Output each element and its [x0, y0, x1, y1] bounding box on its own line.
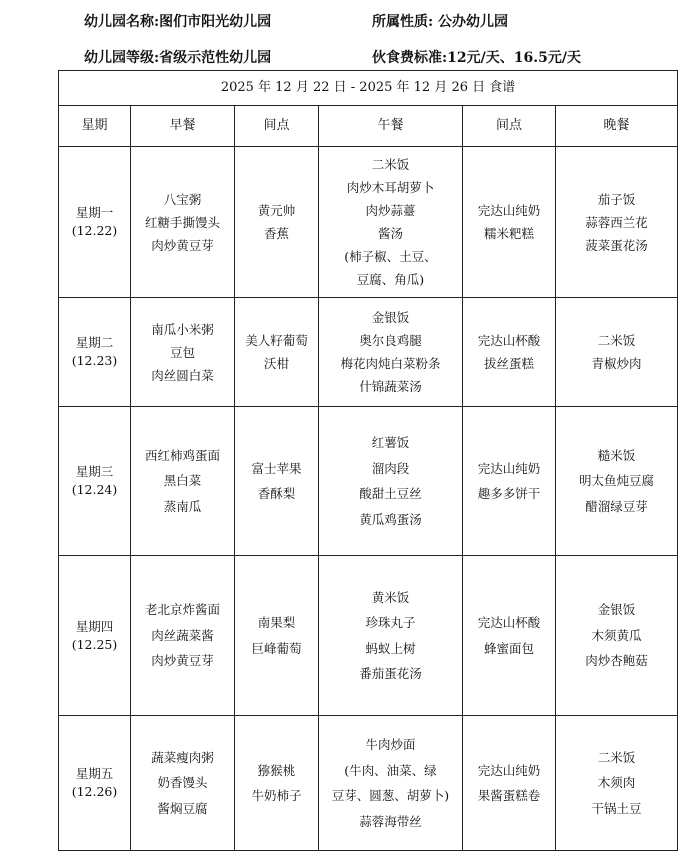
menu-item: 完达山纯奶: [477, 460, 541, 476]
weekday-date: (12.23): [71, 353, 118, 368]
breakfast-cell: [131, 556, 235, 716]
kindergarten-level: [84, 47, 271, 67]
menu-item: 木须肉: [597, 775, 636, 791]
weekday-date: (12.22): [71, 223, 118, 238]
menu-item: 奶香馒头: [157, 775, 208, 791]
menu-item: 二米饭: [371, 157, 410, 172]
dinner-cell: [556, 147, 678, 298]
menu-item: 拔丝蛋糕: [483, 356, 534, 371]
menu-item: 肉炒黄豆芽: [151, 237, 214, 253]
morning-snack-cell: [235, 556, 319, 716]
menu-item: 黑白菜: [163, 473, 202, 489]
menu-item: 豆芽、圆葱、胡萝卜): [331, 788, 450, 803]
menu-item: 肉炒杏鲍菇: [585, 653, 648, 669]
menu-item: 红薯饭: [371, 435, 410, 450]
menu-item: 肉炒黄豆芽: [151, 653, 214, 669]
afternoon-snack-cell: [463, 147, 556, 298]
menu-item: 富士苹果: [251, 460, 302, 476]
menu-item: (柿子椒、土豆、: [344, 249, 437, 264]
afternoon-snack-cell: [463, 716, 556, 851]
menu-item: 金银饭: [597, 602, 636, 618]
menu-item: 巨峰葡萄: [251, 640, 302, 656]
lunch-cell: [319, 556, 463, 716]
weekday-name: 星期四: [75, 618, 114, 634]
menu-item: 豆腐、角瓜): [356, 272, 425, 287]
menu-item: 梅花肉炖白菜粉条: [340, 356, 441, 371]
menu-item: 干锅土豆: [591, 800, 642, 816]
afternoon-snack-cell: [463, 298, 556, 407]
menu-item: 肉丝圆白菜: [151, 367, 214, 383]
menu-title: 2025 年 12 月 22 日 - 2025 年 12 月 26 日 食谱: [59, 71, 678, 106]
table-row-thursday: [59, 556, 678, 716]
dinner-cell: [556, 298, 678, 407]
morning-snack-cell: [235, 716, 319, 851]
menu-item: 蚂蚁上树: [365, 640, 416, 656]
morning-snack-cell: [235, 298, 319, 407]
column-header-afternoon-snack: 间点: [463, 106, 556, 147]
menu-item: 肉炒蒜薹: [365, 203, 416, 218]
kindergarten-level-value: 省级示范性幼儿园: [159, 50, 272, 66]
afternoon-snack-cell: [463, 556, 556, 716]
menu-item: 八宝粥: [163, 191, 202, 207]
column-header-lunch: 午餐: [319, 106, 463, 147]
menu-item: 香蕉: [263, 226, 289, 241]
menu-item: 南瓜小米粥: [151, 321, 214, 337]
table-row-wednesday: [59, 407, 678, 556]
column-header-breakfast: 早餐: [131, 106, 235, 147]
menu-item: 酱汤: [377, 226, 403, 241]
menu-item: 肉炒木耳胡萝卜: [346, 180, 435, 195]
column-header-weekday: 星期: [59, 106, 131, 147]
breakfast-cell: [131, 298, 235, 407]
menu-item: 老北京炸酱面: [144, 602, 220, 618]
menu-item: 完达山杯酸: [477, 615, 541, 630]
menu-item: 奥尔良鸡腿: [359, 333, 422, 348]
kindergarten-type-label: 所属性质:: [372, 14, 434, 30]
menu-item: 黄元帅: [257, 203, 296, 218]
menu-item: 牛肉炒面: [365, 737, 416, 752]
weekday-cell: [59, 716, 131, 851]
menu-item: 沃柑: [263, 356, 289, 371]
menu-item: 豆包: [169, 344, 195, 360]
dinner-cell: [556, 556, 678, 716]
breakfast-cell: [131, 407, 235, 556]
menu-item: 酱焖豆腐: [157, 800, 208, 816]
menu-item: 猕猴桃: [257, 762, 296, 778]
menu-item: 红糖手撕馒头: [144, 214, 220, 230]
menu-item: 蜂蜜面包: [483, 640, 534, 656]
kindergarten-type-value: 公办幼儿园: [438, 14, 509, 30]
kindergarten-name-label: 幼儿园名称:: [84, 14, 160, 30]
menu-item: 二米饭: [597, 333, 636, 348]
morning-snack-cell: [235, 147, 319, 298]
menu-item: 果酱蛋糕卷: [477, 788, 541, 803]
weekday-cell: [59, 556, 131, 716]
column-header-dinner: 晚餐: [556, 106, 678, 147]
menu-item: 南果梨: [257, 615, 296, 630]
menu-item: 二米饭: [597, 749, 636, 765]
menu-item: 什锦蔬菜汤: [359, 379, 422, 394]
kindergarten-name-value: 图们市阳光幼儿园: [159, 14, 272, 30]
menu-item: 完达山纯奶: [477, 203, 541, 218]
menu-item: 黄瓜鸡蛋汤: [359, 511, 422, 527]
lunch-cell: [319, 407, 463, 556]
weekday-cell: [59, 147, 131, 298]
menu-item: 蒜蓉西兰花: [585, 214, 648, 230]
lunch-cell: [319, 716, 463, 851]
menu-item: 蒜蓉海带丝: [359, 813, 422, 829]
menu-item: 木须黄瓜: [591, 627, 642, 643]
menu-item: 香酥梨: [257, 486, 296, 501]
weekday-name: 星期三: [75, 464, 114, 479]
menu-item: 酸甜土豆丝: [359, 486, 422, 501]
menu-item: 糯米粑糕: [483, 226, 534, 241]
kindergarten-name: [84, 11, 271, 31]
menu-item: 蔬菜瘦肉粥: [151, 749, 214, 765]
meal-fee-value: 12元/天、16.5元/天: [447, 50, 581, 66]
table-row-tuesday: [59, 298, 678, 407]
menu-item: 蒸南瓜: [163, 498, 202, 514]
weekday-date: (12.25): [71, 636, 118, 652]
weekday-name: 星期一: [75, 205, 114, 220]
menu-item: 美人籽葡萄: [245, 333, 308, 348]
breakfast-cell: [131, 147, 235, 298]
menu-title-row: [59, 71, 678, 106]
menu-item: 黄米饭: [371, 589, 410, 605]
lunch-cell: [319, 298, 463, 407]
table-row-friday: [59, 716, 678, 851]
meal-fee-label: 伙食费标准:: [372, 50, 448, 66]
menu-item: 牛奶柿子: [251, 788, 302, 803]
kindergarten-level-label: 幼儿园等级:: [84, 50, 160, 66]
meal-fee: [372, 47, 581, 67]
menu-item: 醋溜绿豆芽: [585, 498, 648, 514]
menu-item: 金银饭: [371, 310, 410, 325]
breakfast-cell: [131, 716, 235, 851]
menu-item: 菠菜蛋花汤: [585, 237, 648, 253]
weekday-name: 星期二: [75, 335, 114, 350]
menu-item: 青椒炒肉: [591, 356, 642, 371]
dinner-cell: [556, 716, 678, 851]
menu-item: 珍珠丸子: [365, 615, 416, 630]
lunch-cell: [319, 147, 463, 298]
weekday-date: (12.24): [71, 482, 118, 497]
menu-item: 溜肉段: [371, 460, 410, 476]
weekday-date: (12.26): [71, 784, 118, 799]
weekday-cell: [59, 298, 131, 407]
weekday-name: 星期五: [75, 766, 114, 781]
menu-item: 完达山纯奶: [477, 762, 541, 778]
menu-item: 肉丝蔬菜酱: [151, 627, 214, 643]
menu-header-row: [59, 106, 678, 147]
menu-item: 明太鱼炖豆腐: [579, 473, 655, 489]
menu-item: 西红柿鸡蛋面: [144, 447, 220, 463]
menu-item: 茄子饭: [597, 191, 636, 207]
menu-item: 完达山杯酸: [477, 333, 541, 348]
dinner-cell: [556, 407, 678, 556]
morning-snack-cell: [235, 407, 319, 556]
weekly-menu-table: [58, 70, 678, 851]
weekday-cell: [59, 407, 131, 556]
table-row-monday: [59, 147, 678, 298]
column-header-morning-snack: 间点: [235, 106, 319, 147]
afternoon-snack-cell: [463, 407, 556, 556]
menu-item: 趣多多饼干: [477, 486, 541, 501]
menu-item: 糙米饭: [597, 447, 636, 463]
menu-item: 番茄蛋花汤: [359, 666, 422, 681]
kindergarten-type: [372, 11, 508, 31]
menu-item: (牛肉、油菜、绿: [344, 762, 437, 778]
